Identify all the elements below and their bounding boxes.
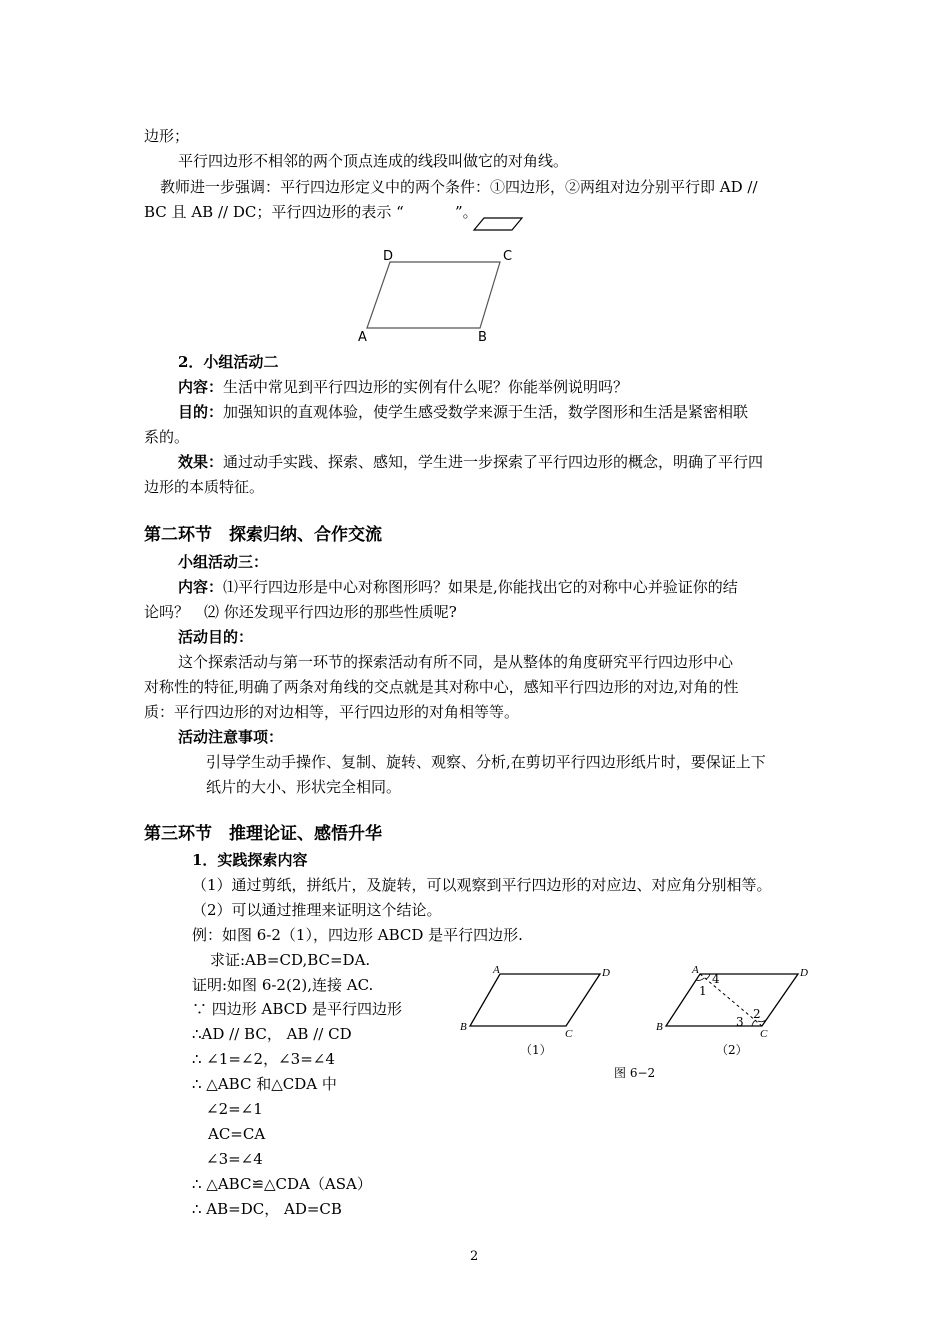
parallelogram-shape xyxy=(367,262,500,328)
text-line: 平行四边形不相邻的两个顶点连成的线段叫做它的对角线。 xyxy=(178,152,569,170)
text-line: （1）通过剪纸，拼纸片，及旋转，可以观察到平行四边形的对应边、对应角分别相等。 xyxy=(192,876,772,894)
text-line: ”。 xyxy=(455,203,478,221)
proof-line: ∴AD // BC， AB // CD xyxy=(192,1025,352,1043)
proof-line: ∴ ∠1=∠2，∠3=∠4 xyxy=(192,1050,335,1068)
vertex-c-label: C xyxy=(565,1028,573,1040)
example-line: 例：如图 6-2（1），四边形 ABCD 是平行四边形. xyxy=(192,926,523,944)
vertex-c-label: C xyxy=(760,1028,768,1040)
proof-line: ∴ △ABC 和△CDA 中 xyxy=(192,1075,337,1093)
proof-line: ∴ △ABC≌△CDA（ASA） xyxy=(192,1175,372,1193)
vertex-c-label: C xyxy=(503,249,513,264)
proof-line: ∠3=∠4 xyxy=(206,1150,263,1168)
parallelogram-figure xyxy=(355,246,555,346)
angle-4-arc xyxy=(706,974,710,979)
text-line: 边形； xyxy=(144,127,190,145)
activity3-note-title: 活动注意事项： xyxy=(178,728,284,746)
vertex-d-label: D xyxy=(800,967,808,979)
parallelogram-shape xyxy=(470,974,600,1026)
activity3-goal-title: 活动目的： xyxy=(178,628,254,646)
vertex-b-label: B xyxy=(478,330,487,345)
proof-line: 证明:如图 6-2(2),连接 AC. xyxy=(192,976,374,994)
proof-line: ∴ AB=DC， AD=CB xyxy=(192,1200,342,1218)
vertex-b-label: B xyxy=(460,1021,467,1033)
angle-4-label: 4 xyxy=(712,972,720,986)
text-line: （2）可以通过推理来证明这个结论。 xyxy=(192,901,442,919)
text-line: 纸片的大小、形状完全相同。 xyxy=(206,778,402,796)
text-line: 教师进一步强调：平行四边形定义中的两个条件：①四边形，②两组对边分别平行即 AD // xyxy=(160,178,758,196)
text-line: 质：平行四边形的对边相等，平行四边形的对角相等等。 xyxy=(144,703,520,721)
prove-line: 求证:AB=CD,BC=DA. xyxy=(210,951,371,969)
activity3-title: 小组活动三： xyxy=(178,553,269,571)
text-line: 引导学生动手操作、复制、旋转、观察、分析,在剪切平行四边形纸片时，要保证上下 xyxy=(206,753,766,771)
angle-3-label: 3 xyxy=(736,1015,744,1029)
figure-title: 图 6−2 xyxy=(614,1066,656,1080)
text-line: 这个探索活动与第一环节的探索活动有所不同，是从整体的角度研究平行四边形中心 xyxy=(178,653,734,671)
page-number: 2 xyxy=(470,1249,479,1264)
proof-line: AC=CA xyxy=(208,1125,266,1143)
activity2-effect: 效果：通过动手实践、探索、感知，学生进一步探索了平行四边形的概念，明确了平行四 xyxy=(178,453,764,471)
vertex-d-label: D xyxy=(602,967,610,979)
practice-title: 1．实践探索内容 xyxy=(192,851,308,869)
vertex-a-label: A xyxy=(493,964,500,976)
proof-line: ∵ 四边形 ABCD 是平行四边形 xyxy=(192,1000,402,1018)
activity3-content: 内容：⑴平行四边形是中心对称图形吗？如果是,你能找出它的对称中心并验证你的结 xyxy=(178,578,738,596)
activity2-title: 2．小组活动二 xyxy=(178,353,279,371)
vertex-a-label: A xyxy=(358,330,367,345)
angle-2-label: 2 xyxy=(753,1007,761,1021)
text-line: 系的。 xyxy=(144,428,190,446)
text-line: 对称性的特征,明确了两条对角线的交点就是其对称中心，感知平行四边形的对边,对角的性 xyxy=(144,678,739,696)
vertex-d-label: D xyxy=(383,249,394,264)
text-line: 边形的本质特征。 xyxy=(144,478,265,496)
figure-caption: （1） xyxy=(520,1043,552,1057)
section2-heading: 第二环节 探索归纳、合作交流 xyxy=(144,525,382,545)
parallelogram-shape xyxy=(666,974,798,1026)
figure-caption: （2） xyxy=(716,1043,748,1057)
angle-1-label: 1 xyxy=(699,984,707,998)
figure-6-2-2 xyxy=(654,962,814,1057)
vertex-b-label: B xyxy=(656,1021,663,1033)
activity2-content: 内容：生活中常见到平行四边形的实例有什么呢？你能举例说明吗？ xyxy=(178,378,629,396)
figure-6-2-1 xyxy=(458,962,618,1057)
parallelogram-symbol-icon xyxy=(474,217,524,233)
text-line: 论吗？ ⑵ 你还发现平行四边形的那些性质呢? xyxy=(144,603,457,621)
text-line: BC 且 AB // DC；平行四边形的表示 “ xyxy=(144,203,404,221)
activity2-goal: 目的：加强知识的直观体验，使学生感受数学来源于生活，数学图形和生活是紧密相联 xyxy=(178,403,749,421)
proof-line: ∠2=∠1 xyxy=(206,1100,263,1118)
section3-heading: 第三环节 推理论证、感悟升华 xyxy=(144,824,382,844)
vertex-a-label: A xyxy=(692,964,699,976)
